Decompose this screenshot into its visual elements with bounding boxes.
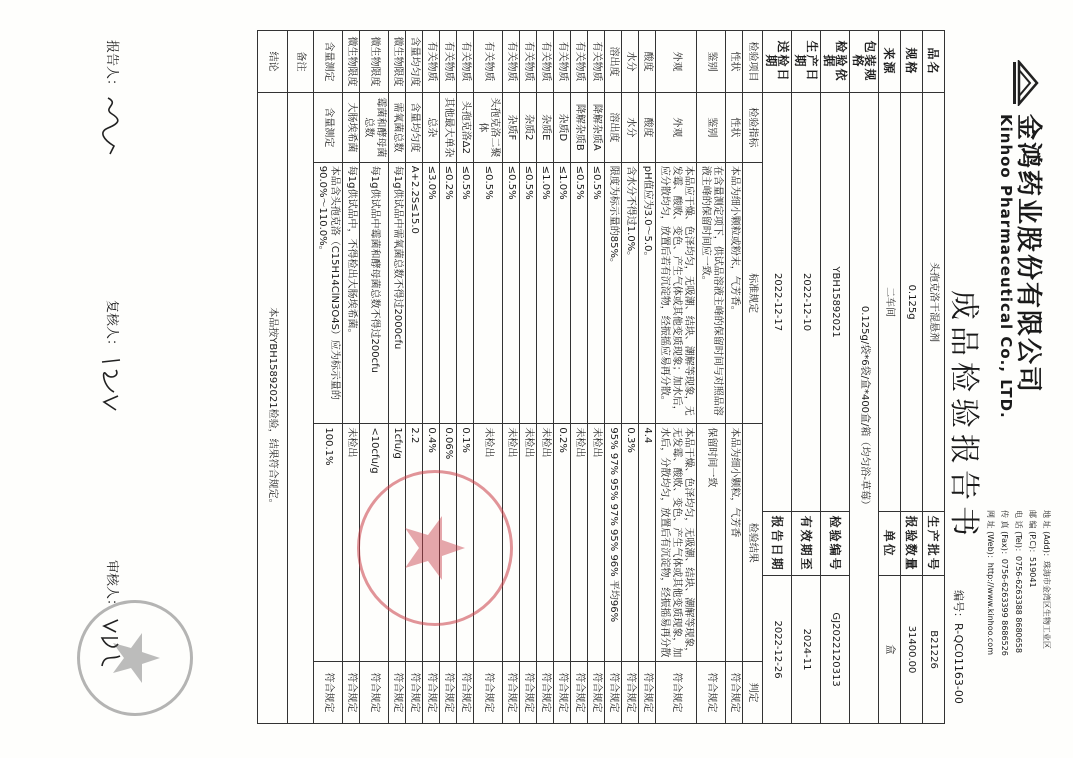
reporter-signature <box>101 40 124 156</box>
test-index: 杂质F <box>503 92 520 162</box>
contact-address: 地 址 (Add)：珠海市金湾区生物工业区 <box>1042 510 1051 649</box>
test-verdict: 符合规定 <box>726 662 743 724</box>
test-item: 水分 <box>622 31 639 93</box>
test-item: 含量均匀度 <box>406 31 423 93</box>
conclusion-label: 结论 <box>258 31 288 93</box>
product-value: 头孢克洛干混悬剂 <box>923 92 945 511</box>
seal-star-icon <box>80 603 190 713</box>
test-item: 有关物质 <box>537 31 554 93</box>
test-verdict: 符合规定 <box>656 662 697 724</box>
test-verdict: 符合规定 <box>697 662 726 724</box>
pack-label: 包装规格 <box>850 31 879 93</box>
test-index: 霉菌和酵母菌总数 <box>360 92 389 162</box>
report-date-value: 2022-12-26 <box>763 576 792 724</box>
send-date-label: 送检日期 <box>763 31 792 93</box>
test-row <box>314 31 343 724</box>
test-standard: 本品为细小颗粒或粉末，气芳香。 <box>726 162 743 424</box>
test-standard: 本品应干燥、色泽均匀，无吸潮、结块、潮解等现象，无发霉、酸败、变色、产生气体或其他变质现象；加水后，应分散均匀，放置后若有沉淀物，经振摇应易再分散。 <box>656 162 697 424</box>
test-row <box>697 31 726 724</box>
test-result: 0.1% <box>457 424 474 662</box>
contact-postcode: 邮 编 (P.C)：519041 <box>1028 510 1037 588</box>
test-index: 含量测定 <box>314 92 343 162</box>
test-result: 95% 97% 95% 97% 95% 96% 平均96% <box>605 424 622 662</box>
report-header <box>946 30 1059 730</box>
test-verdict: 符合规定 <box>503 662 520 724</box>
test-result: 0.3% <box>622 424 639 662</box>
company-contact <box>983 510 1053 656</box>
column-header-result: 检验结果 <box>743 424 763 662</box>
remark-label: 备注 <box>288 31 314 93</box>
test-verdict: 符合规定 <box>622 662 639 724</box>
test-row <box>343 31 360 724</box>
test-standard: ≤0.5% <box>457 162 474 424</box>
test-verdict: 符合规定 <box>537 662 554 724</box>
test-verdict: 符合规定 <box>440 662 457 724</box>
expiry-value: 2024-11 <box>792 576 821 724</box>
test-standard: 含水分不得过1.0%。 <box>622 162 639 424</box>
test-standard: 每1g供试品中霉菌和酵母菌总数不得过200cfu <box>360 162 389 424</box>
company-logo-icon <box>1009 60 1041 106</box>
test-standard: ≤0.5% <box>571 162 588 424</box>
test-item: 有关物质 <box>588 31 605 93</box>
seal-star-icon <box>360 473 510 623</box>
test-standard: ≤3.0% <box>423 162 440 424</box>
test-index: 头孢克洛二聚体 <box>474 92 503 162</box>
test-index: 需氧菌总数 <box>389 92 406 162</box>
reporter-label: 报告人： <box>104 40 119 93</box>
column-header-item: 检验项目 <box>743 31 763 93</box>
column-header-verdict: 判定 <box>743 662 763 724</box>
test-standard: pH值应为3.0～5.0。 <box>639 162 656 424</box>
test-result: 4.4 <box>639 424 656 662</box>
red-inspection-seal <box>357 470 513 626</box>
test-standard: 在含量测定项下，供试品溶液主峰的保留时间与对照品溶液主峰的保留时间应一致。 <box>697 162 726 424</box>
test-standard: 限度为标示量的85%。 <box>605 162 622 424</box>
unit-value: 盒 <box>879 576 901 724</box>
reporter-handwritten-signature <box>101 96 123 156</box>
column-header-index: 检验指标 <box>743 92 763 162</box>
test-result: 未检出 <box>520 424 537 662</box>
product-label: 品名 <box>923 31 945 93</box>
gray-company-seal <box>77 600 193 716</box>
test-result: <10cfu/g <box>360 424 389 662</box>
test-row <box>726 31 743 724</box>
test-index: 头孢克洛Δ2 <box>457 92 474 162</box>
test-index: 其他最大单杂 <box>440 92 457 162</box>
test-item: 有关物质 <box>503 31 520 93</box>
remark-value <box>288 92 314 723</box>
test-result: 未检出 <box>537 424 554 662</box>
test-index: 大肠埃希菌 <box>343 92 360 162</box>
test-standard: A+2.2S≤15.0 <box>406 162 423 424</box>
test-standard: ≤0.5% <box>503 162 520 424</box>
test-row <box>622 31 639 724</box>
test-result: 本品干燥、色泽均匀，无吸潮、结块、潮解等现象，无发霉、酸败、变色、产生气体或其他变质现象，加水后，分散均匀，放置后有沉淀物，经振摇易再分散 <box>656 424 697 662</box>
test-row <box>588 31 605 724</box>
send-date-value: 2022-12-17 <box>763 92 792 511</box>
test-item: 有关物质 <box>571 31 588 93</box>
test-verdict: 符合规定 <box>605 662 622 724</box>
test-row <box>639 31 656 724</box>
test-item: 微生物限度 <box>389 31 406 93</box>
test-row <box>605 31 622 724</box>
report-date-label: 报告日期 <box>763 512 792 576</box>
test-verdict: 符合规定 <box>520 662 537 724</box>
test-item: 有关物质 <box>520 31 537 93</box>
test-verdict: 符合规定 <box>389 662 406 724</box>
test-row <box>656 31 697 724</box>
test-index: 降解杂质A <box>588 92 605 162</box>
conclusion-value: 本品按YBH15892021检验，结果符合规定。 <box>258 92 288 723</box>
test-item: 微生物限度 <box>360 31 389 93</box>
test-standard: ≤1.0% <box>537 162 554 424</box>
reviewer-handwritten-signature <box>101 356 123 416</box>
test-item: 有关物质 <box>474 31 503 93</box>
test-item: 酸度 <box>639 31 656 93</box>
reviewer-label: 复核人： <box>104 300 119 353</box>
test-standard: ≤0.5% <box>588 162 605 424</box>
test-item: 微生物限度 <box>343 31 360 93</box>
test-index: 水分 <box>622 92 639 162</box>
test-item: 有关物质 <box>423 31 440 93</box>
report-title: 成品检验报告书 <box>946 290 981 542</box>
test-result: 未检出 <box>588 424 605 662</box>
approver-label: 审核人： <box>104 560 119 613</box>
test-result: 100.1% <box>314 424 343 662</box>
column-header-standard: 标准规定 <box>743 162 763 424</box>
batch-label: 生产批号 <box>923 512 945 576</box>
test-index: 外观 <box>656 92 697 162</box>
test-index: 杂质E <box>537 92 554 162</box>
test-verdict: 符合规定 <box>588 662 605 724</box>
test-standard: ≤0.5% <box>520 162 537 424</box>
test-verdict: 符合规定 <box>639 662 656 724</box>
test-verdict: 符合规定 <box>457 662 474 724</box>
test-row <box>520 31 537 724</box>
test-row <box>537 31 554 724</box>
column-header-row <box>743 31 763 724</box>
test-standard: ≤0.5% <box>474 162 503 424</box>
test-result: 2.2 <box>406 424 423 662</box>
contact-website: 网 址 (Web)：http://www.kinhoo.com <box>986 510 995 655</box>
source-value: 二车间 <box>879 92 901 511</box>
spec-value: 0.125g <box>901 92 923 511</box>
test-result: 未检出 <box>474 424 503 662</box>
test-item: 含量测定 <box>314 31 343 93</box>
prod-date-value: 2022-12-10 <box>792 92 821 511</box>
test-result: 未检出 <box>503 424 520 662</box>
testno-label: 检验编号 <box>821 512 850 576</box>
prod-date-label: 生产日期 <box>792 31 821 93</box>
test-standard: 本品含头孢克洛（C15H14ClN3O4S）应为标示量的90.0%～110.0%。 <box>314 162 343 424</box>
test-index: 溶出度 <box>605 92 622 162</box>
test-item: 鉴别 <box>697 31 726 93</box>
test-result: 本品为细小颗粒，气芳香 <box>726 424 743 662</box>
test-result: 1cfu/g <box>389 424 406 662</box>
test-result: 未检出 <box>343 424 360 662</box>
test-result: 0.06% <box>440 424 457 662</box>
test-index: 鉴别 <box>697 92 726 162</box>
qty-label: 报验数量 <box>901 512 923 576</box>
qty-value: 31400.00 <box>901 576 923 724</box>
test-result: 0.2% <box>554 424 571 662</box>
company-name-en: Kinhoo Pharmaceutical Co., LTD. <box>997 114 1015 419</box>
test-verdict: 符合规定 <box>571 662 588 724</box>
test-verdict: 符合规定 <box>343 662 360 724</box>
test-result: 0.4% <box>423 424 440 662</box>
company-name-cn: 金鸿药业股份有限公司 <box>1013 114 1043 395</box>
test-standard: ≤0.2% <box>440 162 457 424</box>
test-verdict: 符合规定 <box>314 662 343 724</box>
basis-value: YBH15892021 <box>821 92 850 511</box>
source-label: 来源 <box>879 31 901 93</box>
test-verdict: 符合规定 <box>406 662 423 724</box>
expiry-label: 有效期至 <box>792 512 821 576</box>
test-index: 含量均匀度 <box>406 92 423 162</box>
contact-fax: 传 真 (Fax)：0756-6263399 8686526 <box>1000 510 1009 656</box>
test-result: 保留时间一致 <box>697 424 726 662</box>
spec-label: 规格 <box>901 31 923 93</box>
basis-label: 检验依据 <box>821 31 850 93</box>
reviewer-signature <box>101 300 124 416</box>
test-item: 有关物质 <box>457 31 474 93</box>
test-item: 有关物质 <box>440 31 457 93</box>
testno-value: GJ2022120313 <box>821 576 850 724</box>
test-result: 未检出 <box>571 424 588 662</box>
test-item: 外观 <box>656 31 697 93</box>
report-number: 编号：R-QC01163-00 <box>952 590 965 704</box>
test-index: 降解杂质B <box>571 92 588 162</box>
test-index: 酸度 <box>639 92 656 162</box>
test-row <box>571 31 588 724</box>
test-index: 杂质2 <box>520 92 537 162</box>
test-index: 杂质D <box>554 92 571 162</box>
test-item: 性状 <box>726 31 743 93</box>
contact-phone: 电 话 (Tel)：0756-6263388 8680658 <box>1014 510 1023 654</box>
test-index: 性状 <box>726 92 743 162</box>
test-index: 总杂 <box>423 92 440 162</box>
batch-value: B21226 <box>923 576 945 724</box>
test-verdict: 符合规定 <box>423 662 440 724</box>
test-item: 溶出度 <box>605 31 622 93</box>
pack-value: 0.125g/袋*6袋/盒*400盒/箱（均匀浴-草莓） <box>850 92 879 723</box>
test-standard: 每1g供试品中需氧菌总数不得过2000cfu <box>389 162 406 424</box>
test-row <box>554 31 571 724</box>
test-verdict: 符合规定 <box>360 662 389 724</box>
unit-label: 单位 <box>879 512 901 576</box>
test-verdict: 符合规定 <box>474 662 503 724</box>
test-verdict: 符合规定 <box>554 662 571 724</box>
test-standard: 每1g供试品中，不得检出大肠埃希菌。 <box>343 162 360 424</box>
test-item: 有关物质 <box>554 31 571 93</box>
test-standard: ≤1.0% <box>554 162 571 424</box>
